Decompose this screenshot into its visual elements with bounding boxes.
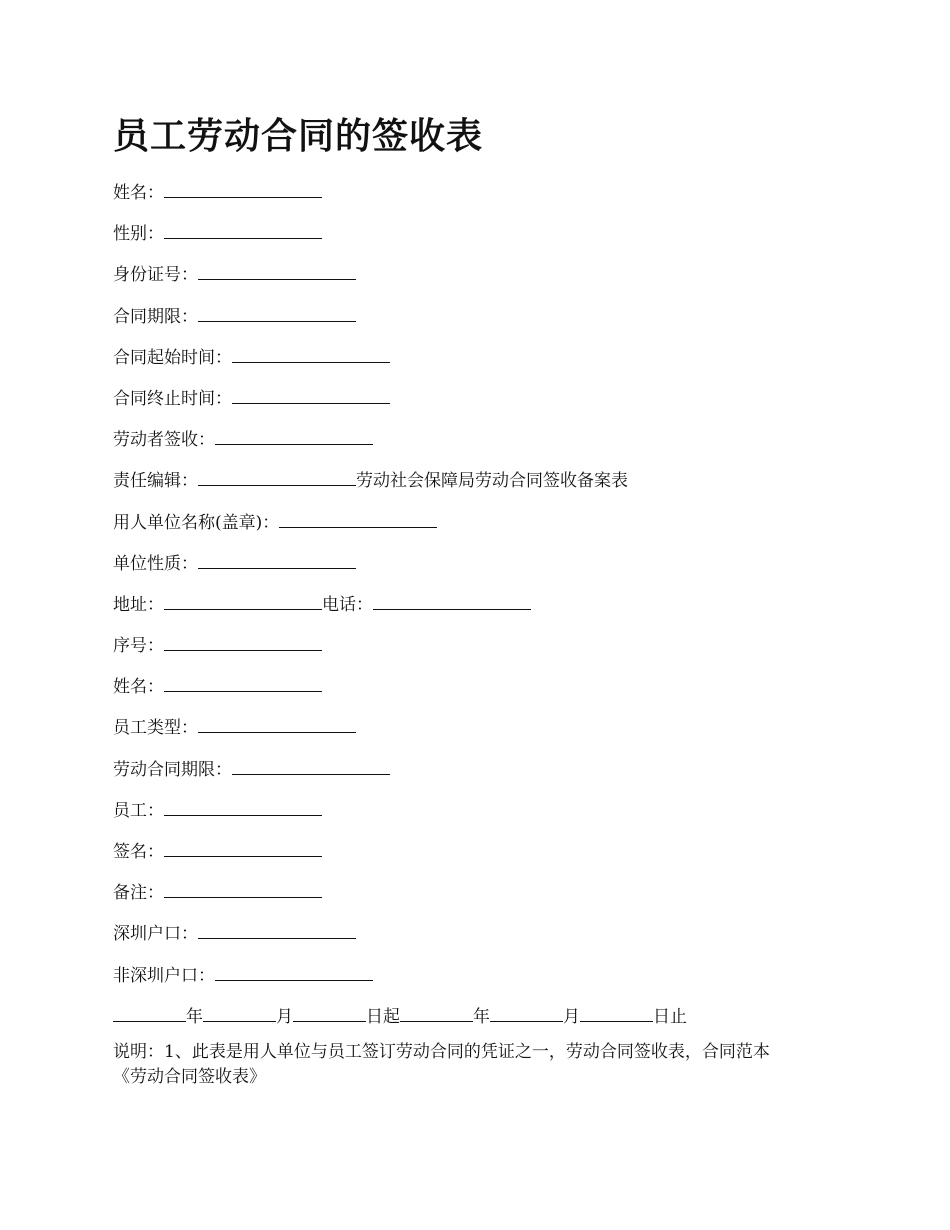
note-line: 《劳动合同签收表》 [113, 1066, 266, 1087]
field-remark [113, 879, 853, 920]
field-label: 单位性质： [113, 553, 198, 574]
name2-blank[interactable] [164, 673, 322, 692]
field-label: 地址： [113, 594, 164, 615]
labor-contract-term-blank[interactable] [232, 756, 390, 775]
field-label: 备注： [113, 883, 164, 904]
field-address-phone [113, 591, 853, 632]
field-label: 员工： [113, 800, 164, 821]
start-year-blank[interactable] [113, 1003, 186, 1022]
document-page [113, 112, 853, 1090]
field-employee-type [113, 714, 853, 755]
employee-type-blank[interactable] [198, 714, 356, 733]
shenzhen-hukou-blank[interactable] [198, 920, 356, 939]
remark-blank[interactable] [164, 879, 322, 898]
address-blank[interactable] [164, 591, 322, 610]
date-unit: 年 [186, 1006, 203, 1027]
date-unit: 年 [473, 1006, 490, 1027]
field-label: 用人单位名称(盖章)： [113, 512, 280, 533]
field-label: 员工类型： [113, 718, 198, 739]
editor-blank[interactable] [198, 467, 356, 486]
field-label: 合同期限： [113, 306, 198, 327]
field-name-2 [113, 673, 853, 714]
signature-blank[interactable] [164, 838, 322, 857]
contract-start-blank[interactable] [232, 344, 390, 363]
field-contract-start [113, 344, 853, 385]
field-signature [113, 838, 853, 879]
field-label: 序号： [113, 636, 164, 657]
employee-blank[interactable] [164, 797, 322, 816]
date-range-row [113, 1003, 853, 1044]
field-worker-sign [113, 426, 853, 467]
end-year-blank[interactable] [400, 1003, 473, 1022]
field-label: 性别： [113, 224, 164, 245]
field-label: 姓名： [113, 677, 164, 698]
field-label: 签名： [113, 842, 164, 862]
field-label: 合同起始时间： [113, 347, 232, 368]
date-unit: 月 [563, 1006, 580, 1027]
phone-blank[interactable] [373, 591, 531, 610]
field-employer-nature [113, 550, 853, 591]
date-unit: 月 [276, 1006, 293, 1027]
end-month-blank[interactable] [490, 1003, 563, 1022]
field-id-number [113, 261, 853, 302]
gender-blank[interactable] [164, 220, 322, 239]
name-blank[interactable] [164, 179, 322, 198]
field-serial [113, 632, 853, 673]
contract-end-blank[interactable] [232, 385, 390, 404]
note-line: 说明：1、此表是用人单位与员工签订劳动合同的凭证之一，劳动合同签收表，合同范本 [113, 1041, 770, 1062]
field-gender [113, 220, 853, 261]
explanation-note [113, 1040, 853, 1090]
start-month-blank[interactable] [203, 1003, 276, 1022]
field-label: 姓名： [113, 183, 164, 203]
document-title: 员工劳动合同的签收表 [113, 116, 484, 157]
non-shenzhen-hukou-blank[interactable] [215, 962, 373, 981]
date-unit: 日起 [366, 1006, 400, 1027]
field-name [113, 179, 853, 220]
form-fields [113, 179, 853, 1044]
field-employee [113, 797, 853, 838]
field-label: 责任编辑： [113, 471, 198, 492]
field-employer-name [113, 509, 853, 550]
field-label: 身份证号： [113, 265, 198, 286]
date-unit: 日止 [653, 1006, 687, 1027]
end-day-blank[interactable] [580, 1003, 653, 1022]
field-label: 深圳户口： [113, 924, 198, 945]
field-contract-term [113, 303, 853, 344]
serial-blank[interactable] [164, 632, 322, 651]
employer-nature-blank[interactable] [198, 550, 356, 569]
employer-name-blank[interactable] [279, 509, 437, 528]
field-label: 非深圳户口： [113, 965, 215, 986]
start-day-blank[interactable] [293, 1003, 366, 1022]
editor-suffix-text: 劳动社会保障局劳动合同签收备案表 [356, 471, 628, 492]
field-label: 劳动合同期限： [113, 759, 232, 780]
field-contract-end [113, 385, 853, 426]
field-editor [113, 467, 853, 508]
field-non-shenzhen-hukou [113, 962, 853, 1003]
field-label: 劳动者签收： [113, 430, 215, 451]
id-number-blank[interactable] [198, 261, 356, 280]
field-label: 电话： [322, 594, 373, 615]
field-label: 合同终止时间： [113, 388, 232, 409]
field-shenzhen-hukou [113, 920, 853, 961]
field-labor-contract-term [113, 756, 853, 797]
contract-term-blank[interactable] [198, 303, 356, 322]
worker-sign-blank[interactable] [215, 426, 373, 445]
